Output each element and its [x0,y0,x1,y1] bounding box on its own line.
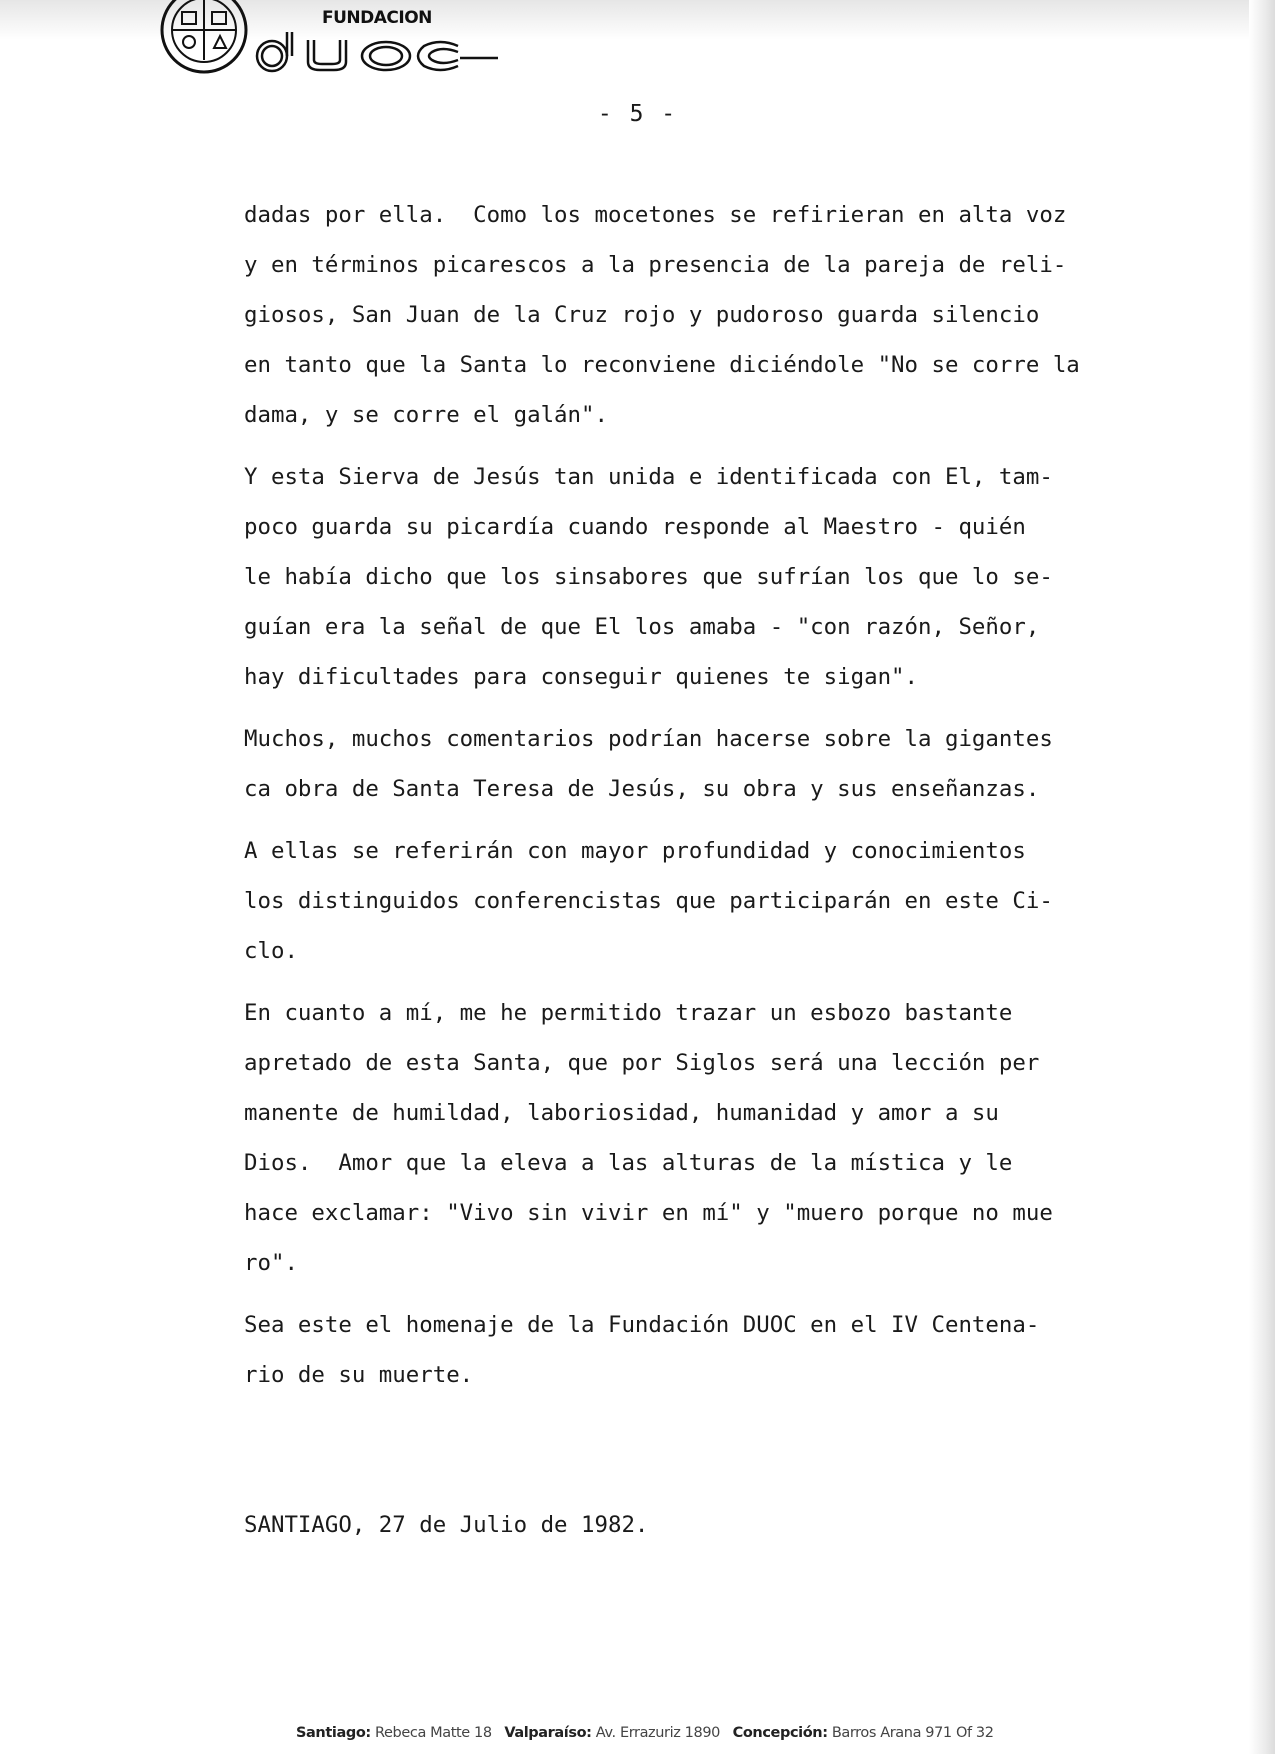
text-line: ro". [244,1250,298,1276]
text-line: guían era la señal de que El los amaba - "con razón, Señor, [244,614,1040,640]
institution-seal-icon [158,0,250,80]
logo-duoc-wordmark [250,28,500,76]
footer-santiago-label: Santiago: [296,1725,371,1741]
paragraph [244,1300,1164,1400]
text-line: Y esta Sierva de Jesús tan unida e identificada con El, tam- [244,464,1053,490]
paragraph [244,988,1164,1288]
text-line: poco guarda su picardía cuando responde al Maestro - quién [244,514,1026,540]
footer-santiago-address: Rebeca Matte 18 [375,1725,492,1741]
paragraph [244,714,1164,814]
text-line: apretado de esta Santa, que por Siglos será una lección per [244,1050,1040,1076]
letter-body [244,190,1164,1412]
text-line: manente de humildad, laboriosidad, humanidad y amor a su [244,1100,999,1126]
text-line: rio de su muerte. [244,1362,474,1388]
text-line: giosos, San Juan de la Cruz rojo y pudoroso guarda silencio [244,302,1040,328]
text-line: A ellas se referirán con mayor profundidad y conocimientos [244,838,1026,864]
text-line: hay dificultades para conseguir quienes te sigan". [244,664,919,690]
text-line: le había dicho que los sinsabores que sufrían los que lo se- [244,564,1053,590]
logo-fundacion-text: FUNDACION [322,8,432,28]
page-number: - 5 - [597,101,678,127]
text-line: Muchos, muchos comentarios podrían hacerse sobre la gigantes [244,726,1053,752]
text-line: Sea este el homenaje de la Fundación DUOC en el IV Centena- [244,1312,1040,1338]
date-line: SANTIAGO, 27 de Julio de 1982. [244,1512,649,1538]
footer-valparaiso-label: Valparaíso: [504,1725,592,1741]
text-line: clo. [244,938,298,964]
text-line: dama, y se corre el galán". [244,402,608,428]
text-line: hace exclamar: "Vivo sin vivir en mí" y "muero porque no mue [244,1200,1053,1226]
footer-concepcion-address: Barros Arana 971 Of 32 [831,1725,994,1741]
text-line: ca obra de Santa Teresa de Jesús, su obra y sus enseñanzas. [244,776,1040,802]
paragraph [244,452,1164,702]
footer-concepcion-label: Concepción: [732,1725,828,1741]
text-line: en tanto que la Santa lo reconviene diciéndole "No se corre la [244,352,1080,378]
text-line: dadas por ella. Como los mocetones se refirieran en alta voz [244,202,1067,228]
fundacion-duoc-logo [158,0,503,82]
text-line: Dios. Amor que la eleva a las alturas de la mística y le [244,1150,1013,1176]
scan-page-edge [1249,0,1275,1754]
text-line: En cuanto a mí, me he permitido trazar un esbozo bastante [244,1000,1013,1026]
footer-valparaiso-address: Av. Errazuriz 1890 [595,1725,720,1741]
text-line: los distinguidos conferencistas que participarán en este Ci- [244,888,1053,914]
text-line: y en términos picarescos a la presencia de la pareja de reli- [244,252,1067,278]
footer-addresses [296,1725,994,1741]
paragraph [244,826,1164,976]
paragraph [244,190,1164,440]
